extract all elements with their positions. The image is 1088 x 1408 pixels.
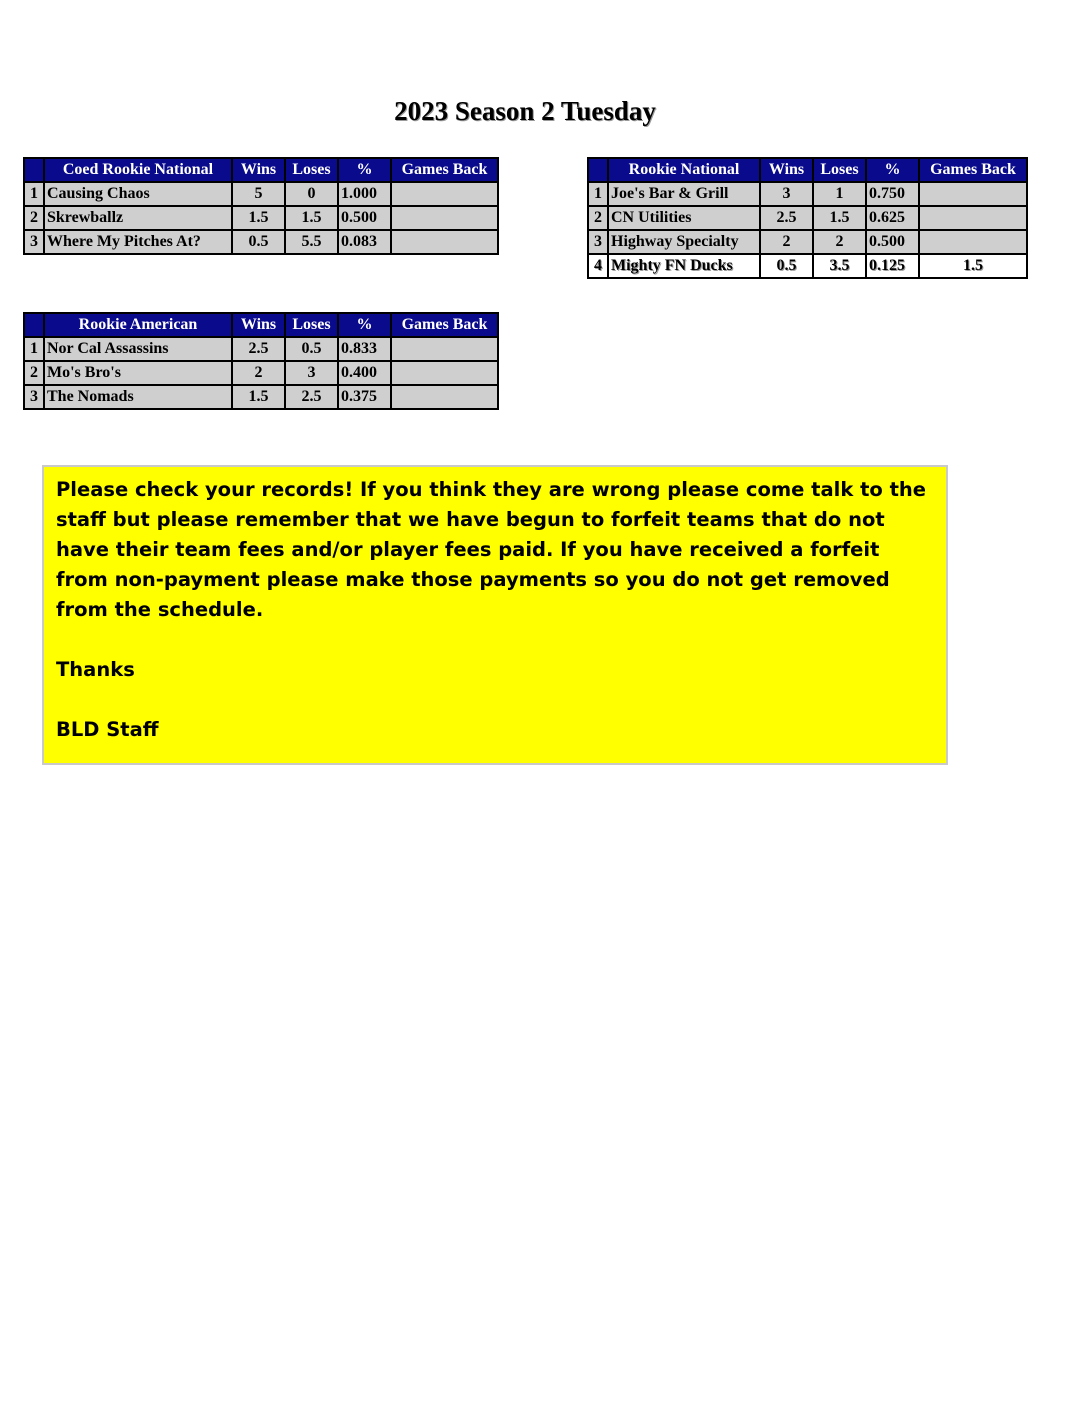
games-back-cell bbox=[391, 206, 498, 230]
wins-cell: 0.5 bbox=[760, 254, 813, 278]
team-cell: The Nomads bbox=[44, 385, 232, 409]
wins-header: Wins bbox=[760, 158, 813, 182]
rank-cell: 1 bbox=[588, 182, 608, 206]
games-back-header: Games Back bbox=[919, 158, 1027, 182]
notice-signature: BLD Staff bbox=[56, 718, 159, 741]
table-row bbox=[24, 385, 498, 409]
standings-table-coed-rookie-national bbox=[23, 157, 499, 255]
rank-header bbox=[24, 313, 44, 337]
notice-message: Please check your records! If you think they are wrong please come talk to the staff but please remember that we have begun to forfeit teams that do not have their team fees and/or player fees paid. If you have received a forfeit from non-payment please make those payments so you do not get removed from the schedule. bbox=[56, 478, 927, 621]
rank-cell: 3 bbox=[24, 230, 44, 254]
header-row bbox=[24, 313, 498, 337]
wins-cell: 1.5 bbox=[232, 385, 285, 409]
games-back-cell bbox=[919, 206, 1027, 230]
table-row bbox=[588, 206, 1027, 230]
pct-cell: 0.625 bbox=[866, 206, 919, 230]
pct-cell: 0.750 bbox=[866, 182, 919, 206]
wins-cell: 1.5 bbox=[232, 206, 285, 230]
pct-header: % bbox=[338, 158, 391, 182]
table-row bbox=[24, 182, 498, 206]
division-name: Rookie National bbox=[608, 158, 760, 182]
pct-header: % bbox=[338, 313, 391, 337]
page-title: 2023 Season 2 Tuesday bbox=[394, 96, 656, 126]
loses-cell: 1 bbox=[813, 182, 866, 206]
games-back-cell bbox=[391, 361, 498, 385]
pct-cell: 0.500 bbox=[338, 206, 391, 230]
wins-cell: 0.5 bbox=[232, 230, 285, 254]
pct-cell: 0.083 bbox=[338, 230, 391, 254]
loses-cell: 0.5 bbox=[285, 337, 338, 361]
rank-cell: 4 bbox=[588, 254, 608, 278]
loses-cell: 1.5 bbox=[285, 206, 338, 230]
rank-header bbox=[24, 158, 44, 182]
table-row bbox=[588, 182, 1027, 206]
table-row bbox=[24, 206, 498, 230]
rank-header bbox=[588, 158, 608, 182]
wins-cell: 2.5 bbox=[760, 206, 813, 230]
wins-cell: 3 bbox=[760, 182, 813, 206]
rank-cell: 1 bbox=[24, 337, 44, 361]
wins-cell: 5 bbox=[232, 182, 285, 206]
loses-header: Loses bbox=[813, 158, 866, 182]
games-back-header: Games Back bbox=[391, 313, 498, 337]
table-row bbox=[588, 230, 1027, 254]
team-cell: Mighty FN Ducks bbox=[608, 254, 760, 278]
notice-spacer bbox=[56, 625, 934, 655]
table-row bbox=[24, 230, 498, 254]
loses-cell: 3.5 bbox=[813, 254, 866, 278]
table-row-highlighted bbox=[588, 254, 1027, 278]
pct-cell: 1.000 bbox=[338, 182, 391, 206]
standings-table-rookie-american bbox=[23, 312, 499, 410]
pct-cell: 0.500 bbox=[866, 230, 919, 254]
loses-cell: 3 bbox=[285, 361, 338, 385]
table-row bbox=[24, 361, 498, 385]
wins-cell: 2.5 bbox=[232, 337, 285, 361]
loses-cell: 0 bbox=[285, 182, 338, 206]
rank-cell: 1 bbox=[24, 182, 44, 206]
rank-cell: 2 bbox=[24, 361, 44, 385]
games-back-cell bbox=[919, 182, 1027, 206]
notice-box bbox=[42, 465, 948, 765]
pct-header: % bbox=[866, 158, 919, 182]
rank-cell: 3 bbox=[24, 385, 44, 409]
pct-cell: 0.400 bbox=[338, 361, 391, 385]
loses-cell: 2 bbox=[813, 230, 866, 254]
wins-cell: 2 bbox=[760, 230, 813, 254]
wins-header: Wins bbox=[232, 158, 285, 182]
loses-header: Loses bbox=[285, 158, 338, 182]
wins-cell: 2 bbox=[232, 361, 285, 385]
team-cell: Where My Pitches At? bbox=[44, 230, 232, 254]
team-cell: Mo's Bro's bbox=[44, 361, 232, 385]
wins-header: Wins bbox=[232, 313, 285, 337]
games-back-header: Games Back bbox=[391, 158, 498, 182]
rank-cell: 2 bbox=[588, 206, 608, 230]
loses-cell: 1.5 bbox=[813, 206, 866, 230]
team-cell: Joe's Bar & Grill bbox=[608, 182, 760, 206]
rank-cell: 3 bbox=[588, 230, 608, 254]
notice-thanks: Thanks bbox=[56, 658, 135, 681]
loses-header: Loses bbox=[285, 313, 338, 337]
division-name: Rookie American bbox=[44, 313, 232, 337]
team-cell: CN Utilities bbox=[608, 206, 760, 230]
pct-cell: 0.375 bbox=[338, 385, 391, 409]
games-back-cell bbox=[391, 182, 498, 206]
header-row bbox=[588, 158, 1027, 182]
pct-cell: 0.833 bbox=[338, 337, 391, 361]
table-row bbox=[24, 337, 498, 361]
games-back-cell bbox=[391, 230, 498, 254]
games-back-cell bbox=[391, 337, 498, 361]
team-cell: Highway Specialty bbox=[608, 230, 760, 254]
pct-cell: 0.125 bbox=[866, 254, 919, 278]
team-cell: Nor Cal Assassins bbox=[44, 337, 232, 361]
rank-cell: 2 bbox=[24, 206, 44, 230]
team-cell: Skrewballz bbox=[44, 206, 232, 230]
division-name: Coed Rookie National bbox=[44, 158, 232, 182]
standings-table-rookie-national bbox=[587, 157, 1028, 279]
games-back-cell bbox=[919, 230, 1027, 254]
games-back-cell: 1.5 bbox=[919, 254, 1027, 278]
loses-cell: 2.5 bbox=[285, 385, 338, 409]
games-back-cell bbox=[391, 385, 498, 409]
team-cell: Causing Chaos bbox=[44, 182, 232, 206]
header-row bbox=[24, 158, 498, 182]
notice-spacer bbox=[56, 685, 934, 715]
loses-cell: 5.5 bbox=[285, 230, 338, 254]
